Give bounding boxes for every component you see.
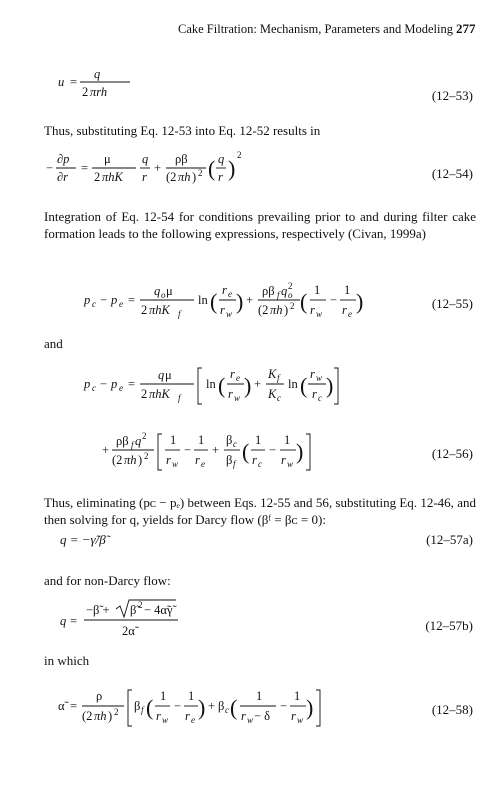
svg-text:q: q — [154, 284, 161, 298]
svg-text:(: ( — [208, 156, 216, 181]
svg-text:ρβ: ρβ — [262, 284, 275, 298]
svg-text:u: u — [58, 75, 65, 89]
svg-text:−: − — [184, 443, 192, 457]
svg-text:(2: (2 — [112, 453, 123, 467]
svg-text:p: p — [84, 293, 91, 307]
svg-text:1: 1 — [294, 689, 301, 703]
equation-12-58 — [44, 684, 384, 732]
svg-text:+: + — [208, 699, 216, 713]
eq-number-12-57b: (12–57b) — [425, 618, 473, 633]
eq-number-12-58: (12–58) — [431, 702, 473, 717]
svg-text:w: w — [316, 373, 323, 383]
svg-text:(: ( — [218, 373, 226, 398]
svg-text:=: = — [70, 75, 78, 89]
svg-text:ln: ln — [288, 377, 298, 391]
svg-text:β: β — [226, 433, 233, 447]
svg-text:2: 2 — [94, 170, 101, 184]
svg-text:c: c — [233, 439, 237, 449]
svg-text:−: − — [174, 699, 182, 713]
equation-12-57a: q = −γ̃/β̃ — [60, 532, 106, 547]
svg-text:∂r: ∂r — [57, 170, 69, 184]
svg-text:+: + — [102, 443, 110, 457]
svg-text:): ) — [108, 709, 113, 723]
equation-12-55 — [44, 278, 384, 326]
svg-text:1: 1 — [188, 689, 195, 703]
svg-text:p: p — [111, 293, 118, 307]
svg-text:πh: πh — [270, 303, 283, 317]
svg-text:): ) — [198, 695, 206, 720]
svg-text:p: p — [84, 377, 91, 391]
svg-text:): ) — [192, 170, 197, 184]
svg-text:1: 1 — [160, 689, 167, 703]
svg-text:q: q — [135, 434, 142, 448]
svg-text:∂p: ∂p — [57, 152, 70, 166]
svg-text:πhK: πhK — [149, 387, 170, 401]
svg-text:e: e — [119, 299, 123, 309]
svg-text:p: p — [111, 377, 118, 391]
svg-text:ln: ln — [206, 377, 216, 391]
svg-text:πh: πh — [124, 453, 137, 467]
svg-text:K: K — [268, 387, 277, 401]
svg-text:μ: μ — [165, 368, 172, 382]
svg-text:e: e — [348, 309, 352, 319]
svg-text:f: f — [141, 705, 144, 715]
svg-text:2α̃: 2α̃ — [122, 624, 135, 638]
svg-text:): ) — [356, 289, 364, 314]
svg-text:): ) — [244, 373, 252, 398]
svg-text:q: q — [218, 152, 225, 166]
svg-text:μ: μ — [166, 284, 173, 298]
svg-text:(: ( — [300, 289, 308, 314]
svg-text:− δ: − δ — [254, 709, 271, 723]
svg-text:−β̃ +: −β̃ + — [86, 603, 110, 617]
svg-text:w: w — [172, 459, 179, 469]
svg-text:−: − — [280, 699, 288, 713]
eq-number-12-53: (12–53) — [431, 88, 473, 103]
svg-text:c: c — [225, 705, 229, 715]
equation-12-56 — [44, 362, 344, 480]
svg-text:o: o — [288, 290, 293, 300]
svg-text:f: f — [131, 440, 134, 450]
svg-text:2: 2 — [290, 301, 295, 311]
svg-text:1: 1 — [344, 283, 351, 297]
svg-text:−: − — [330, 293, 338, 307]
svg-text:r: r — [142, 170, 147, 184]
svg-text:c: c — [92, 299, 96, 309]
svg-text:r: r — [228, 387, 233, 401]
svg-text:1: 1 — [314, 283, 321, 297]
paragraph-6: in which — [44, 653, 90, 668]
svg-text:o: o — [161, 290, 166, 300]
svg-text:−: − — [100, 293, 108, 307]
svg-text:β: β — [226, 453, 233, 467]
svg-text:r: r — [312, 387, 317, 401]
eq-number-12-56: (12–56) — [431, 446, 473, 461]
svg-text:1: 1 — [170, 433, 177, 447]
paragraph-1: Thus, substituting Eq. 12-53 into Eq. 12-52 results in — [44, 123, 321, 138]
svg-text:q: q — [158, 368, 165, 382]
svg-text:r: r — [281, 453, 286, 467]
svg-text:r: r — [252, 453, 257, 467]
eq-number-12-55: (12–55) — [431, 296, 473, 311]
svg-text:w: w — [287, 459, 294, 469]
svg-text:πhK: πhK — [149, 303, 170, 317]
svg-text:β: β — [134, 699, 141, 713]
svg-text:f: f — [277, 290, 280, 300]
svg-text:=: = — [70, 614, 78, 628]
svg-text:K: K — [268, 367, 277, 381]
svg-text:1: 1 — [284, 433, 291, 447]
svg-text:r: r — [218, 170, 223, 184]
svg-text:2: 2 — [142, 431, 147, 441]
svg-text:e: e — [236, 373, 240, 383]
svg-text:α̃: α̃ — [58, 699, 65, 713]
svg-text:w: w — [247, 715, 254, 725]
svg-text:(: ( — [242, 439, 250, 464]
svg-text:q: q — [94, 67, 101, 81]
svg-text:=: = — [81, 161, 89, 175]
svg-text:f: f — [233, 459, 236, 469]
svg-text:c: c — [258, 459, 262, 469]
svg-text:2: 2 — [141, 387, 148, 401]
svg-text:c: c — [318, 393, 322, 403]
svg-text:2: 2 — [198, 168, 203, 178]
svg-text:− 4α̃γ̃: − 4α̃γ̃ — [144, 603, 173, 617]
svg-text:πh: πh — [94, 709, 107, 723]
svg-text:w: w — [316, 309, 323, 319]
paragraph-2: Integration of Eq. 12-54 for conditions prevailing prior to and during filter cake formation leads to the following expressions, respectively (Civan, 1999a) — [44, 209, 476, 241]
svg-text:): ) — [228, 156, 236, 181]
svg-text:1: 1 — [255, 433, 262, 447]
svg-text:=: = — [70, 699, 78, 713]
svg-text:2: 2 — [144, 451, 149, 461]
svg-text:r: r — [185, 709, 190, 723]
svg-text:): ) — [296, 439, 304, 464]
svg-text:e: e — [191, 715, 195, 725]
svg-text:r: r — [156, 709, 161, 723]
eq-number-12-54: (12–54) — [431, 166, 473, 181]
svg-text:): ) — [236, 289, 244, 314]
svg-text:r: r — [291, 709, 296, 723]
svg-text:β: β — [218, 699, 225, 713]
svg-text:πh: πh — [178, 170, 191, 184]
svg-text:e: e — [119, 383, 123, 393]
svg-text:f: f — [277, 373, 280, 383]
svg-text:β̃: β̃ — [130, 603, 137, 617]
paragraph-5: and for non-Darcy flow: — [44, 573, 171, 588]
svg-text:r: r — [310, 367, 315, 381]
svg-text:−: − — [100, 377, 108, 391]
svg-text:(2: (2 — [258, 303, 269, 317]
svg-text:e: e — [228, 289, 232, 299]
svg-text:q: q — [60, 614, 67, 628]
svg-text:ρ: ρ — [96, 689, 103, 703]
svg-text:): ) — [284, 303, 289, 317]
svg-text:c: c — [92, 383, 96, 393]
svg-text:=: = — [128, 377, 136, 391]
svg-text:(2: (2 — [82, 709, 93, 723]
svg-text:−: − — [269, 443, 277, 457]
svg-text:c: c — [277, 393, 281, 403]
svg-text:1: 1 — [256, 689, 263, 703]
svg-text:e: e — [201, 459, 205, 469]
equation-12-53 — [44, 64, 184, 104]
svg-text:r: r — [166, 453, 171, 467]
svg-text:2: 2 — [288, 281, 293, 291]
svg-text:+: + — [254, 377, 262, 391]
svg-text:=: = — [128, 293, 136, 307]
svg-text:): ) — [306, 695, 314, 720]
svg-text:q: q — [142, 152, 149, 166]
paragraph-4: Thus, eliminating (pᴄ − pₑ) between Eqs. 12-55 and 56, substituting Eq. 12-46, and then solving for q, yields for Darcy flow (βᶠ = βᴄ = 0): — [44, 495, 476, 527]
svg-text:r: r — [195, 453, 200, 467]
svg-text:μ: μ — [104, 152, 111, 166]
svg-text:1: 1 — [198, 433, 205, 447]
svg-text:f: f — [178, 309, 181, 319]
page-number: 277 — [456, 21, 476, 36]
svg-text:r: r — [310, 303, 315, 317]
equation-12-57b — [44, 598, 244, 644]
svg-text:q: q — [281, 284, 288, 298]
svg-text:2: 2 — [82, 85, 89, 99]
svg-text:2: 2 — [114, 707, 119, 717]
svg-text:2: 2 — [237, 150, 242, 160]
svg-text:(: ( — [300, 373, 308, 398]
svg-text:r: r — [230, 367, 235, 381]
svg-text:ρβ: ρβ — [175, 152, 188, 166]
svg-text:w: w — [234, 393, 241, 403]
svg-text:): ) — [326, 373, 334, 398]
svg-text:r: r — [222, 283, 227, 297]
svg-text:r: r — [241, 709, 246, 723]
svg-text:πrh: πrh — [90, 85, 108, 99]
eq-number-12-57a: (12–57a) — [426, 532, 473, 547]
svg-text:ln: ln — [198, 293, 208, 307]
svg-text:f: f — [178, 393, 181, 403]
paragraph-3: and — [44, 336, 63, 351]
svg-text:r: r — [342, 303, 347, 317]
svg-text:(: ( — [146, 695, 154, 720]
equation-12-54 — [44, 148, 344, 192]
svg-text:2: 2 — [141, 303, 148, 317]
svg-text:+: + — [154, 161, 162, 175]
svg-text:πhK: πhK — [102, 170, 123, 184]
svg-text:−: − — [46, 161, 54, 175]
svg-text:r: r — [220, 303, 225, 317]
svg-text:+: + — [212, 443, 220, 457]
svg-text:w: w — [162, 715, 169, 725]
svg-text:): ) — [138, 453, 143, 467]
svg-text:(: ( — [230, 695, 238, 720]
svg-text:(: ( — [210, 289, 218, 314]
svg-text:+: + — [246, 293, 254, 307]
svg-text:2: 2 — [138, 600, 143, 610]
running-title: Cake Filtration: Mechanism, Parameters and Modeling — [178, 22, 453, 36]
svg-text:w: w — [226, 309, 233, 319]
svg-text:w: w — [297, 715, 304, 725]
svg-text:(2: (2 — [166, 170, 177, 184]
svg-text:ρβ: ρβ — [116, 434, 129, 448]
